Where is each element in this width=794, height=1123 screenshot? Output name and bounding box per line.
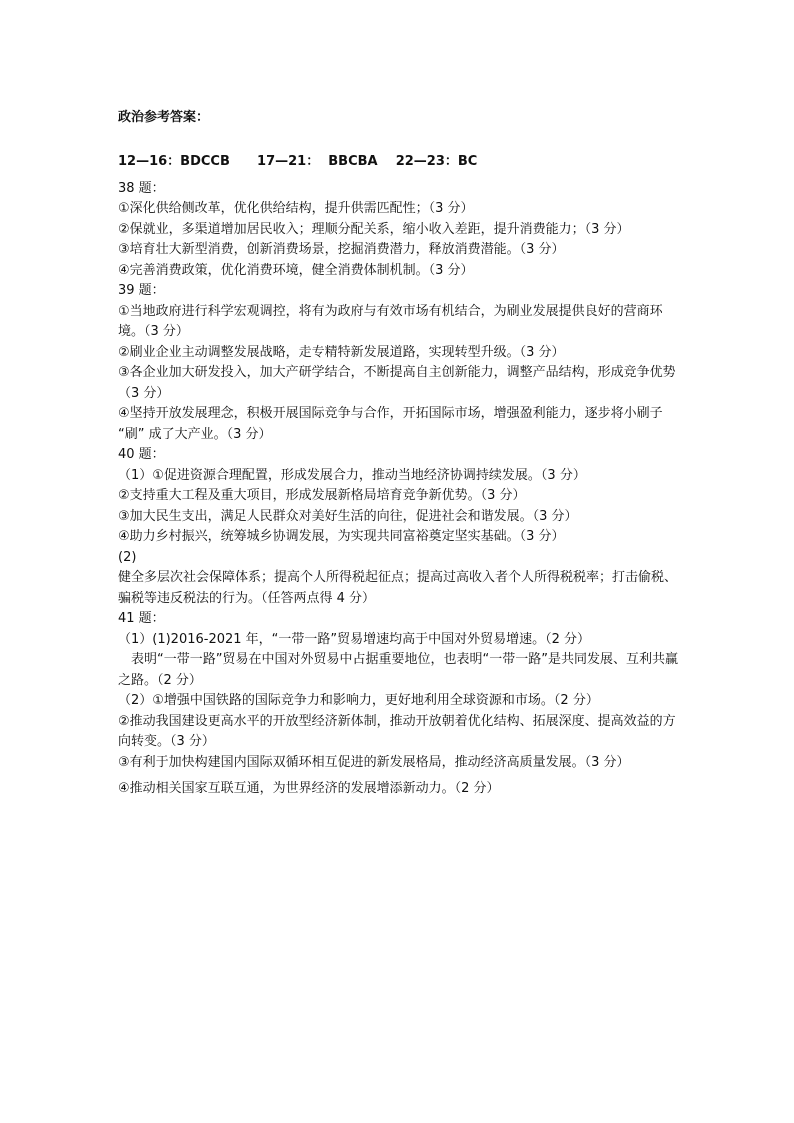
answer-line: ①当地政府进行科学宏观调控，将有为政府与有效市场有机结合，为刷业发展提供良好的营商环境。（3 分） bbox=[118, 303, 663, 339]
multiple-choice-answers: 12—16：BDCCB 17—21： BBCBA 22—23：BC bbox=[118, 154, 478, 169]
answer-line: ①深化供给侧改革，优化供给结构，提升供需匹配性；（3 分） bbox=[118, 201, 474, 216]
answer-line: (2) bbox=[118, 549, 137, 565]
answer-line: ④助力乡村振兴，统筹城乡协调发展，为实现共同富裕奠定坚实基础。（3 分） bbox=[118, 529, 565, 544]
answer-line: ②刷业企业主动调整发展战略，走专精特新发展道路，实现转型升级。（3 分） bbox=[118, 344, 565, 360]
answer-line: ③有利于加快构建国内国际双循环相互促进的新发展格局，推动经济高质量发展。（3 分） bbox=[118, 754, 630, 770]
answer-line: （1）①促进资源合理配置，形成发展合力，推动当地经济协调持续发展。（3 分） bbox=[118, 467, 586, 483]
answer-line: ③加大民生支出，满足人民群众对美好生活的向往，促进社会和谐发展。（3 分） bbox=[118, 508, 578, 524]
question-38-label: 38 题： bbox=[118, 180, 165, 196]
answer-content bbox=[118, 108, 680, 800]
answer-line: ②推动我国建设更高水平的开放型经济新体制，推动开放朝着优化结构、拓展深度、提高效益的方向转变。（3 分） bbox=[118, 713, 676, 749]
question-40-label: 40 题： bbox=[118, 447, 165, 462]
answer-line: ③培育壮大新型消费，创新消费场景，挖掘消费潜力，释放消费潜能。（3 分） bbox=[118, 242, 565, 257]
answer-line: （2）①增强中国铁路的国际竞争力和影响力，更好地利用全球资源和市场。（2 分） bbox=[118, 693, 599, 708]
answer-line: ③各企业加大研发投入，加大产研学结合，不断提高自主创新能力，调整产品结构，形成竞争优势（3 分） bbox=[118, 365, 676, 401]
answer-line: ④坚持开放发展理念，积极开展国际竞争与合作，开拓国际市场，增强盈利能力，逐步将小刷子 “刷” 成了大产业。（3 分） bbox=[118, 406, 663, 442]
answer-line: 表明“一带一路”贸易在中国对外贸易中占据重要地位，也表明“一带一路”是共同发展、互利共赢之路。（2 分） bbox=[118, 652, 678, 688]
question-41-label: 41 题： bbox=[118, 611, 165, 626]
page-title: 政治参考答案： bbox=[118, 110, 210, 125]
answer-line: 健全多层次社会保障体系；提高个人所得税起征点；提高过高收入者个人所得税税率；打击偷税、骗税等违反税法的行为。（任答两点得 4 分） bbox=[118, 570, 678, 606]
answer-line: ④完善消费政策，优化消费环境，健全消费体制机制。（3 分） bbox=[118, 262, 474, 278]
question-39-label: 39 题： bbox=[118, 283, 165, 298]
answer-line: ②保就业，多渠道增加居民收入；理顺分配关系，缩小收入差距，提升消费能力；（3 分） bbox=[118, 221, 630, 237]
answer-line: （1）(1)2016-2021 年，“一带一路”贸易增速均高于中国对外贸易增速。（2 分） bbox=[118, 631, 591, 647]
answer-line: ②支持重大工程及重大项目，形成发展新格局培育竞争新优势。（3 分） bbox=[118, 488, 526, 503]
answer-line: ④推动相关国家互联互通，为世界经济的发展增添新动力。（2 分） bbox=[118, 781, 500, 796]
